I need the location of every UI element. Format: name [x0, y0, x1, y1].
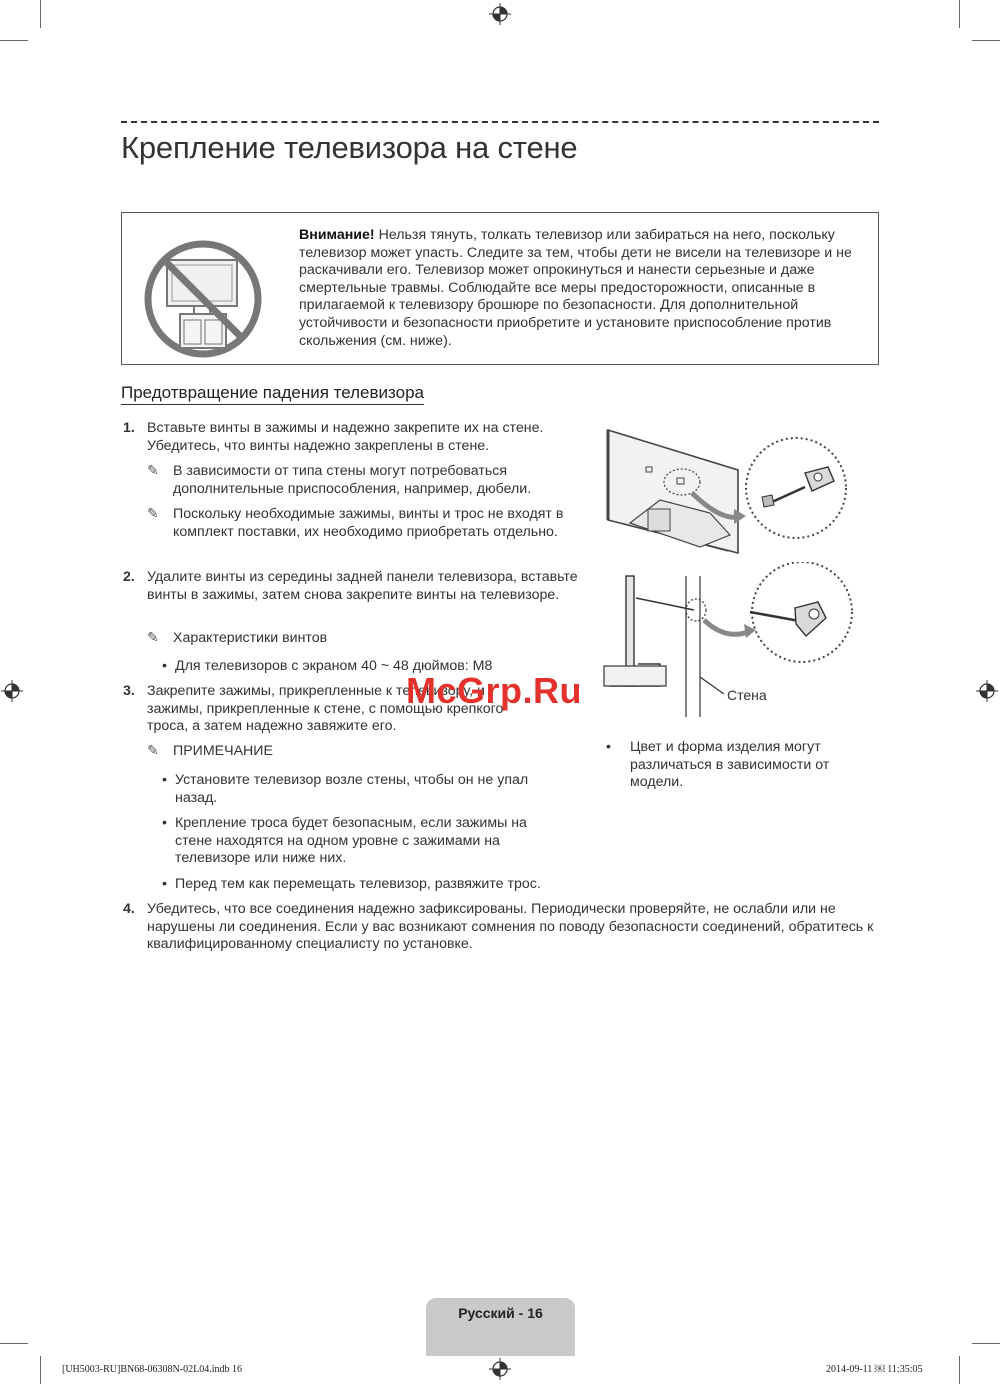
- wall-label: Стена: [727, 687, 767, 703]
- registration-mark-icon: [489, 3, 511, 25]
- bullet-text: Установите телевизор возле стены, чтобы он не упал назад.: [175, 772, 529, 806]
- crop-mark: [0, 40, 28, 41]
- registration-mark-icon: [489, 1358, 511, 1380]
- bullet-text: Крепление троса будет безопасным, если зажимы на стене находятся на одном уровне с зажимами на телевизоре или ниже них.: [175, 815, 527, 867]
- page-title: Крепление телевизора на стене: [121, 130, 578, 165]
- section-heading: Предотвращение падения телевизора: [121, 383, 424, 405]
- crop-mark: [972, 1343, 1000, 1344]
- step-text: Убедитесь, что все соединения надежно зафиксированы. Периодически проверяйте, не ослабли или не нарушены ли соединения. Если у вас возникают сомнения по поводу безопасности соединений, обратитесь к квалифицированному специалисту по установке.: [147, 901, 874, 953]
- watermark: McGrp.Ru: [406, 670, 583, 711]
- note-icon: ✎: [147, 506, 159, 522]
- crop-mark: [40, 1356, 41, 1384]
- registration-mark-icon: [976, 680, 998, 702]
- crop-mark: [959, 1356, 960, 1384]
- bullet-dot: •: [606, 739, 611, 755]
- step-text: Удалите винты из середины задней панели телевизора, вставьте винты в зажимы, затем снова закрепите винты на телевизоре.: [147, 569, 578, 603]
- page-number: Русский - 16: [458, 1305, 543, 1321]
- warning-label: Внимание!: [299, 227, 375, 243]
- bullet-text: Для телевизоров с экраном 40 ~ 48 дюймов: M8: [175, 658, 493, 674]
- footer-file-info: [UH5003-RU]BN68-06308N-02L04.indb 16: [62, 1364, 242, 1375]
- bullet-dot: •: [162, 815, 167, 831]
- tv-rear-clamp-illustration: [600, 425, 860, 555]
- warning-text: [299, 227, 859, 350]
- note-text: Поскольку необходимые зажимы, винты и трос не входят в комплект поставки, их необходимо приобретать отдельно.: [173, 506, 564, 540]
- bullet-dot: •: [162, 772, 167, 788]
- crop-mark: [972, 40, 1000, 41]
- step-number: 1.: [123, 420, 135, 436]
- step-text: Вставьте винты в зажимы и надежно закрепите их на стене. Убедитесь, что винты надежно закреплены в стене.: [147, 420, 544, 454]
- page-number-tab: [426, 1298, 575, 1356]
- note-icon: ✎: [147, 463, 159, 479]
- bullet-text: Перед тем как перемещать телевизор, развяжите трос.: [175, 876, 541, 892]
- note-text: ПРИМЕЧАНИЕ: [173, 743, 273, 759]
- warning-body: Нельзя тянуть, толкать телевизор или забираться на него, поскольку телевизор может упасть. Следите за тем, чтобы дети не висели на телевизоре и не раскачивали его. Телевизор может опрокинуться и нанести серьезные и даже смертельные травмы. Соблюдайте все меры предосторожности, описанные в прилагаемой к телевизору брошюре по безопасности. Для дополнительной устойчивости и безопасности приобретите и установите приспособление против скольжения (см. ниже).: [299, 227, 852, 349]
- crop-mark: [0, 1343, 28, 1344]
- note-text: Характеристики винтов: [173, 630, 328, 646]
- crop-mark: [959, 0, 960, 28]
- no-climbing-icon: [142, 238, 264, 360]
- step-text: Закрепите зажимы, прикрепленные к телевизору, и зажимы, прикрепленные к стене, с помощью крепкого троса, а затем надежно завяжите его.: [147, 683, 504, 735]
- footer-timestamp: 2014-09-11 ￼ 11:35:05: [826, 1364, 923, 1375]
- caption-text: Цвет и форма изделия могут различаться в зависимости от модели.: [630, 739, 830, 791]
- title-divider: [121, 121, 879, 123]
- bullet-dot: •: [162, 658, 167, 674]
- warning-box: [121, 212, 879, 365]
- crop-mark: [40, 0, 41, 28]
- step-number: 4.: [123, 901, 135, 917]
- note-icon: ✎: [147, 743, 159, 759]
- note-icon: ✎: [147, 630, 159, 646]
- registration-mark-icon: [1, 680, 23, 702]
- note-text: В зависимости от типа стены могут потребоваться дополнительные приспособления, например, дюбели.: [173, 463, 532, 497]
- step-number: 2.: [123, 569, 135, 585]
- bullet-dot: •: [162, 876, 167, 892]
- step-number: 3.: [123, 683, 135, 699]
